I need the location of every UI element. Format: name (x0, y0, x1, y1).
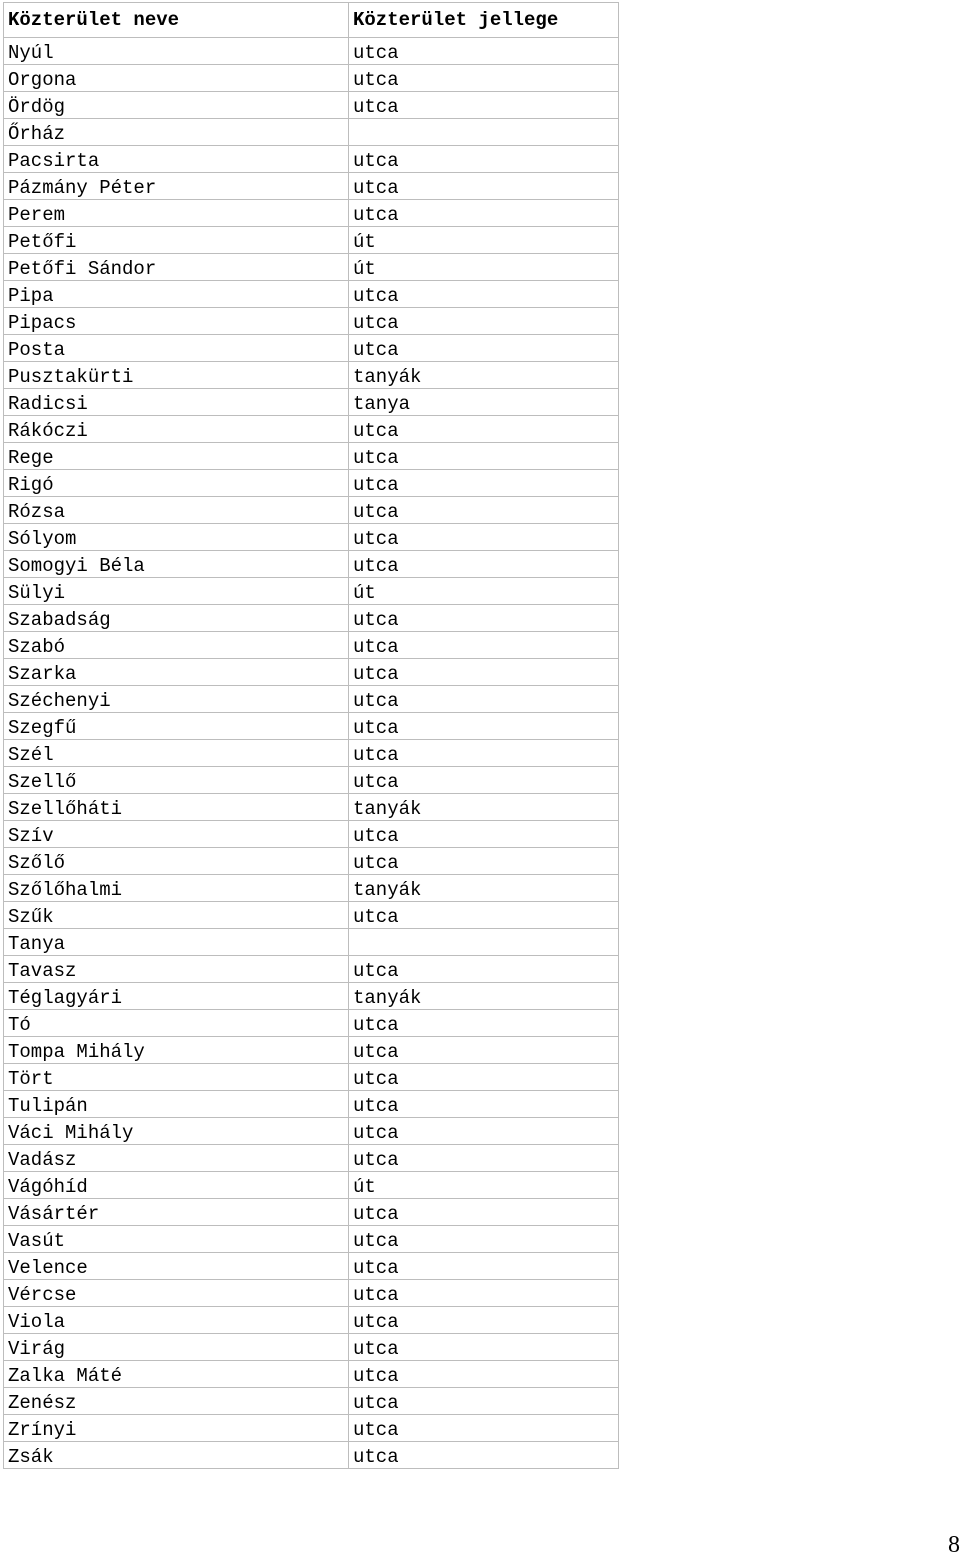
table-row (4, 1388, 619, 1415)
street-type-cell: utca (349, 443, 619, 470)
table-row (4, 119, 619, 146)
page-number: 8 (948, 1532, 960, 1558)
street-name-cell: Szőlőhalmi (4, 875, 349, 902)
street-name-cell: Pipa (4, 281, 349, 308)
street-type-cell (349, 119, 619, 146)
street-name-cell: Petőfi (4, 227, 349, 254)
table-row (4, 443, 619, 470)
street-name-cell: Vágóhíd (4, 1172, 349, 1199)
street-type-cell: utca (349, 659, 619, 686)
table-row (4, 1145, 619, 1172)
street-name-cell: Pipacs (4, 308, 349, 335)
table-row (4, 578, 619, 605)
street-type-cell: utca (349, 1415, 619, 1442)
table-row (4, 1118, 619, 1145)
street-type-cell: út (349, 227, 619, 254)
table-row (4, 1010, 619, 1037)
street-name-cell: Tavasz (4, 956, 349, 983)
street-type-cell: utca (349, 173, 619, 200)
street-table (3, 2, 619, 1469)
street-type-cell: utca (349, 1064, 619, 1091)
table-row (4, 848, 619, 875)
street-name-cell: Vasút (4, 1226, 349, 1253)
table-row (4, 65, 619, 92)
street-name-cell: Rózsa (4, 497, 349, 524)
street-type-cell: út (349, 1172, 619, 1199)
street-type-cell: tanyák (349, 983, 619, 1010)
table-row (4, 416, 619, 443)
street-name-cell: Tanya (4, 929, 349, 956)
table-row (4, 1064, 619, 1091)
table-row (4, 524, 619, 551)
street-type-cell: utca (349, 713, 619, 740)
street-type-cell: utca (349, 200, 619, 227)
street-name-cell: Szív (4, 821, 349, 848)
table-row (4, 38, 619, 65)
street-name-cell: Sülyi (4, 578, 349, 605)
street-name-cell: Perem (4, 200, 349, 227)
table-row (4, 632, 619, 659)
street-name-cell: Orgona (4, 65, 349, 92)
street-name-cell: Rákóczi (4, 416, 349, 443)
table-row (4, 1091, 619, 1118)
street-type-cell: utca (349, 92, 619, 119)
street-type-cell: utca (349, 1334, 619, 1361)
street-type-cell: út (349, 578, 619, 605)
street-name-cell: Posta (4, 335, 349, 362)
street-name-cell: Téglagyári (4, 983, 349, 1010)
table-row (4, 1037, 619, 1064)
street-name-cell: Szabadság (4, 605, 349, 632)
street-type-cell: utca (349, 1145, 619, 1172)
street-name-cell: Velence (4, 1253, 349, 1280)
table-row (4, 281, 619, 308)
table-row (4, 335, 619, 362)
street-type-cell: utca (349, 740, 619, 767)
street-name-cell: Nyúl (4, 38, 349, 65)
table-row (4, 200, 619, 227)
street-name-cell: Zalka Máté (4, 1361, 349, 1388)
street-name-cell: Petőfi Sándor (4, 254, 349, 281)
street-name-cell: Vásártér (4, 1199, 349, 1226)
street-name-cell: Viola (4, 1307, 349, 1334)
table-row (4, 1253, 619, 1280)
street-type-cell: utca (349, 551, 619, 578)
table-row (4, 1172, 619, 1199)
column-header-name: Közterület neve (4, 3, 349, 38)
street-name-cell: Vadász (4, 1145, 349, 1172)
table-row (4, 1199, 619, 1226)
street-name-cell: Őrház (4, 119, 349, 146)
street-type-cell: utca (349, 1226, 619, 1253)
street-name-cell: Vércse (4, 1280, 349, 1307)
table-row (4, 1280, 619, 1307)
street-type-cell: utca (349, 821, 619, 848)
table-row (4, 794, 619, 821)
table-row (4, 1442, 619, 1469)
street-type-cell: utca (349, 1388, 619, 1415)
street-type-cell: utca (349, 605, 619, 632)
street-name-cell: Zsák (4, 1442, 349, 1469)
street-name-cell: Rege (4, 443, 349, 470)
table-row (4, 470, 619, 497)
table-row (4, 605, 619, 632)
street-name-cell: Tompa Mihály (4, 1037, 349, 1064)
street-type-cell: tanyák (349, 362, 619, 389)
street-type-cell: tanyák (349, 794, 619, 821)
street-type-cell: utca (349, 497, 619, 524)
table-row (4, 821, 619, 848)
street-type-cell: utca (349, 335, 619, 362)
street-name-cell: Virág (4, 1334, 349, 1361)
column-header-type: Közterület jellege (349, 3, 619, 38)
table-row (4, 1334, 619, 1361)
table-row (4, 686, 619, 713)
table-row (4, 497, 619, 524)
table-row (4, 389, 619, 416)
table-row (4, 551, 619, 578)
street-name-cell: Ördög (4, 92, 349, 119)
table-row (4, 767, 619, 794)
street-type-cell: utca (349, 38, 619, 65)
table-row (4, 227, 619, 254)
street-name-cell: Pacsirta (4, 146, 349, 173)
street-type-cell: utca (349, 416, 619, 443)
street-name-cell: Váci Mihály (4, 1118, 349, 1145)
street-name-cell: Pázmány Péter (4, 173, 349, 200)
table-row (4, 92, 619, 119)
street-name-cell: Széchenyi (4, 686, 349, 713)
table-row (4, 146, 619, 173)
table-row (4, 1415, 619, 1442)
table-row (4, 362, 619, 389)
street-name-cell: Szőlő (4, 848, 349, 875)
table-header (4, 3, 619, 38)
street-type-cell: utca (349, 470, 619, 497)
street-type-cell: utca (349, 767, 619, 794)
street-name-cell: Szarka (4, 659, 349, 686)
street-type-cell: utca (349, 1442, 619, 1469)
table-row (4, 173, 619, 200)
street-type-cell: utca (349, 1199, 619, 1226)
street-type-cell: utca (349, 281, 619, 308)
street-name-cell: Rigó (4, 470, 349, 497)
street-type-cell: utca (349, 1280, 619, 1307)
table-row (4, 1226, 619, 1253)
table-row (4, 929, 619, 956)
table-row (4, 875, 619, 902)
street-type-cell: utca (349, 1307, 619, 1334)
street-type-cell: utca (349, 956, 619, 983)
street-name-cell: Szél (4, 740, 349, 767)
street-name-cell: Szegfű (4, 713, 349, 740)
table-row (4, 956, 619, 983)
street-type-cell: utca (349, 632, 619, 659)
header-row (4, 3, 619, 38)
street-name-cell: Tulipán (4, 1091, 349, 1118)
street-name-cell: Zenész (4, 1388, 349, 1415)
street-name-cell: Tó (4, 1010, 349, 1037)
street-name-cell: Radicsi (4, 389, 349, 416)
street-name-cell: Pusztakürti (4, 362, 349, 389)
street-type-cell: utca (349, 1253, 619, 1280)
street-type-cell: utca (349, 1091, 619, 1118)
table-body (4, 38, 619, 1469)
street-name-cell: Zrínyi (4, 1415, 349, 1442)
street-type-cell: utca (349, 902, 619, 929)
street-type-cell: utca (349, 1037, 619, 1064)
table-row (4, 254, 619, 281)
street-type-cell: utca (349, 308, 619, 335)
street-name-cell: Szabó (4, 632, 349, 659)
street-type-cell: utca (349, 686, 619, 713)
table-row (4, 308, 619, 335)
street-type-cell: utca (349, 146, 619, 173)
street-type-cell: utca (349, 65, 619, 92)
street-type-cell: út (349, 254, 619, 281)
table-row (4, 1361, 619, 1388)
table-row (4, 740, 619, 767)
street-name-cell: Szellőháti (4, 794, 349, 821)
street-name-cell: Sólyom (4, 524, 349, 551)
table-row (4, 1307, 619, 1334)
street-type-cell: utca (349, 1118, 619, 1145)
street-name-cell: Szellő (4, 767, 349, 794)
street-type-cell (349, 929, 619, 956)
table-row (4, 659, 619, 686)
street-type-cell: utca (349, 1361, 619, 1388)
street-type-cell: utca (349, 848, 619, 875)
street-type-cell: tanyák (349, 875, 619, 902)
street-type-cell: tanya (349, 389, 619, 416)
street-type-cell: utca (349, 524, 619, 551)
table-row (4, 902, 619, 929)
street-name-cell: Szűk (4, 902, 349, 929)
street-name-cell: Tört (4, 1064, 349, 1091)
table-row (4, 713, 619, 740)
table-row (4, 983, 619, 1010)
street-name-cell: Somogyi Béla (4, 551, 349, 578)
street-type-cell: utca (349, 1010, 619, 1037)
